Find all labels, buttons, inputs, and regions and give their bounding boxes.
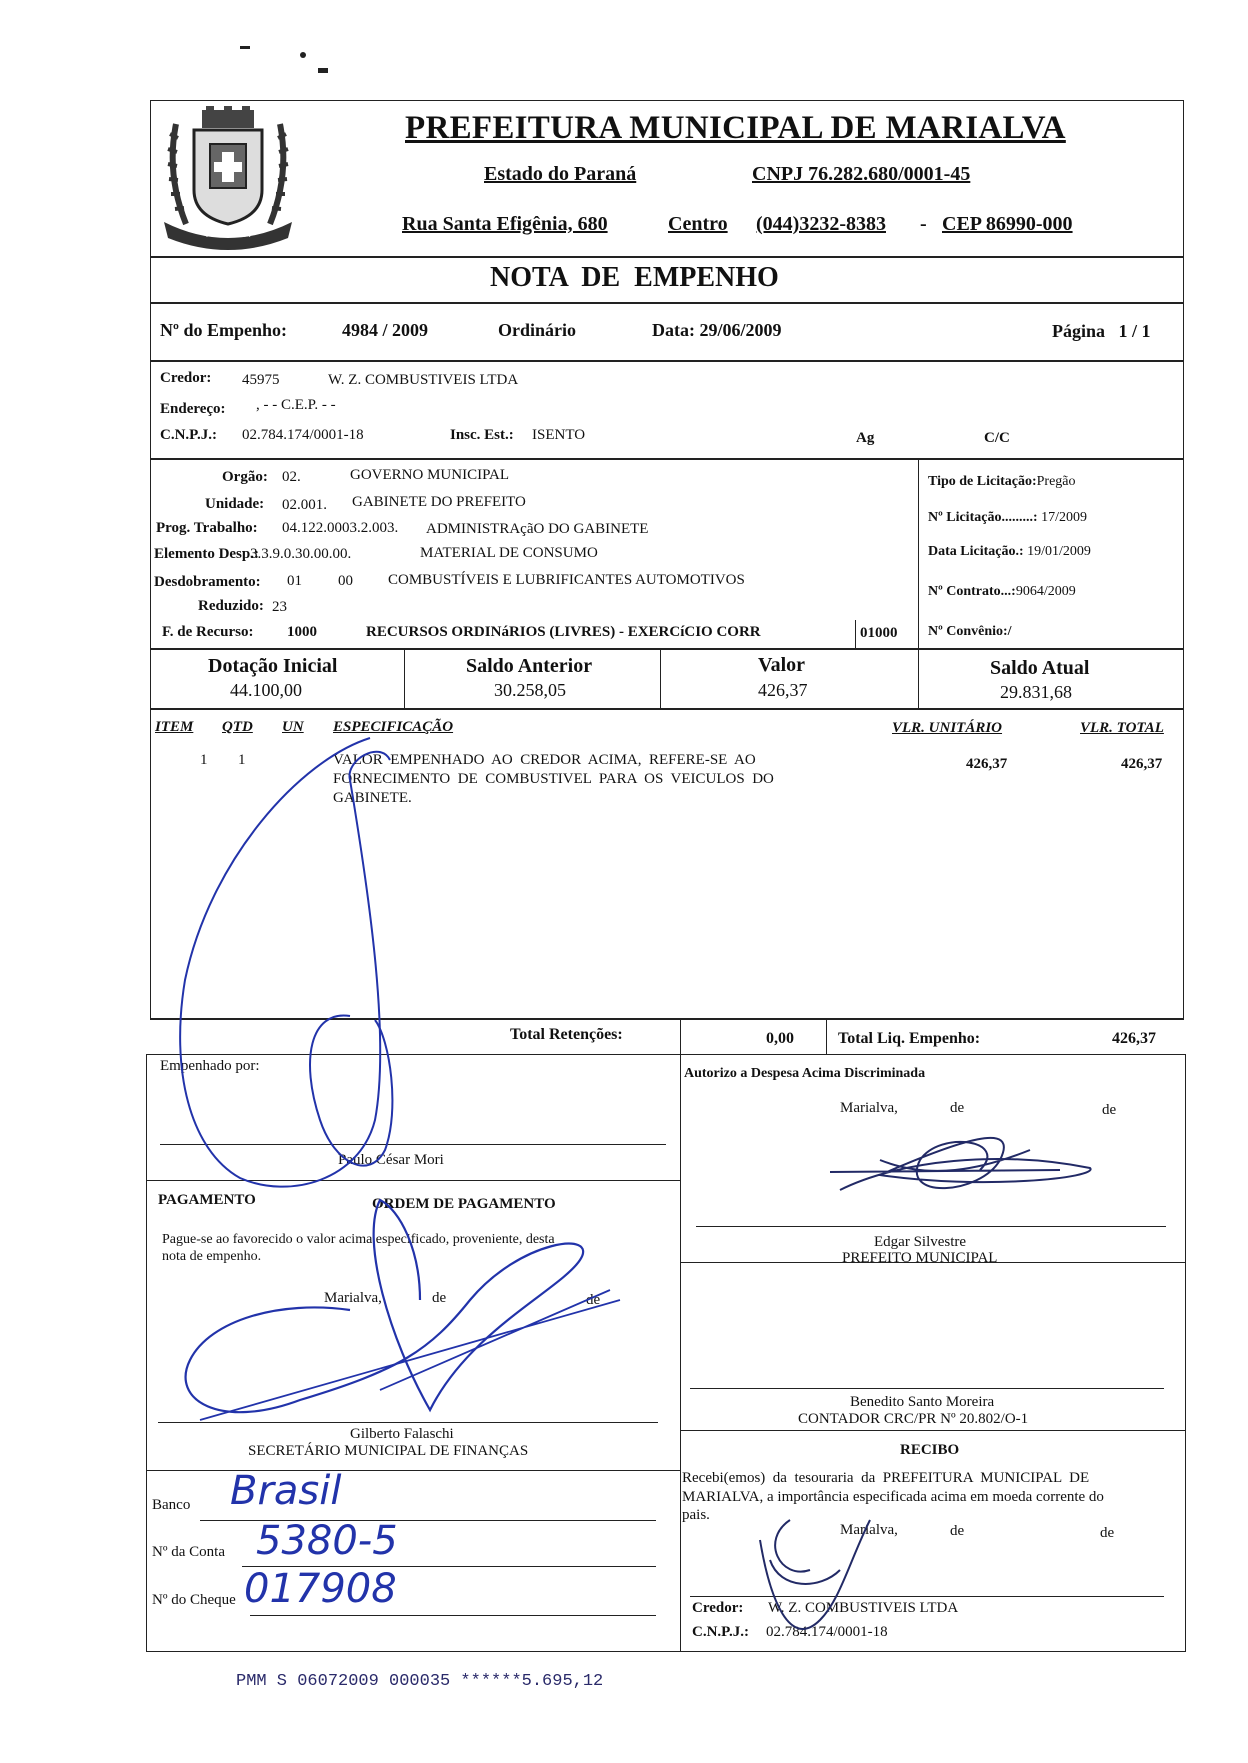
account-label: C/C [984,430,1010,446]
orgao-value: GOVERNO MUNICIPAL [350,467,510,483]
licitacao-number-value: 17/2009 [1041,510,1087,525]
licitacao-tipo-value: Pregão [1036,474,1076,489]
banco-label: Banco [152,1497,191,1513]
elemento-label: Elemento Desp.: [154,546,259,562]
elemento-value: MATERIAL DE CONSUMO [420,545,598,561]
prog-value: ADMINISTRAçãO DO GABINETE [426,521,649,537]
desdobramento-a: 01 [287,573,302,589]
prog-label: Prog. Trabalho: [156,520,258,536]
licitacao-tipo-label: Tipo de Licitação: [928,474,1037,489]
recurso-label: F. de Recurso: [162,624,254,640]
recibo-text1: Recebi(emos) da tesouraria da PREFEITURA MUNICIPAL DE [682,1470,1090,1486]
autorizo-de2: de [1102,1102,1117,1118]
header-state: Estado do Paraná [484,163,637,185]
licitacao-date-label: Data Licitação.: [928,544,1024,559]
valor-label: Valor [758,654,806,676]
header-district: Centro [668,213,728,235]
col-vlr-unitario: VLR. UNITÁRIO [892,720,1003,736]
empenho-number: 4984 / 2009 [342,320,429,340]
header-title: PREFEITURA MUNICIPAL DE MARIALVA [405,110,1066,146]
pagamento-city: Marialva, [324,1290,382,1306]
signature-stroke [186,1200,584,1412]
reduzido-value: 23 [272,599,287,615]
header-phone: (044)3232-8383 [756,213,886,235]
credor-code: 45975 [242,372,280,388]
conta-label: Nº da Conta [152,1544,225,1560]
recibo-text3: pais. [682,1507,710,1523]
credor-label: Credor: [160,370,212,386]
autorizo-de1: de [950,1100,965,1116]
empenho-label: Nº do Empenho: [160,320,287,340]
retencoes-label: Total Retenções: [510,1026,623,1043]
recibo-cnpj-label: C.N.P.J.: [692,1624,749,1640]
pagamento-de2: de [586,1292,601,1308]
saldo-anterior-value: 30.258,05 [494,680,566,700]
item-total-value: 426,37 [1121,756,1163,772]
recurso-number: 01000 [860,625,898,641]
bank-stamp: PMM S 06072009 000035 ******5.695,12 [236,1672,604,1691]
reduzido-label: Reduzido: [198,598,264,614]
saldo-atual-value: 29.831,68 [1000,682,1072,702]
cheque-label: Nº do Cheque [152,1592,236,1608]
empenho-page: Página 1 / 1 [1052,321,1151,341]
doc-title: NOTA DE EMPENHO [490,262,779,293]
address-label: Endereço: [160,401,226,417]
recurso-code: 1000 [287,624,317,640]
autorizo-label: Autorizo a Despesa Acima Discriminada [684,1066,926,1081]
empenho-type: Ordinário [498,320,577,340]
header-dash: - [920,213,927,235]
header-address: Rua Santa Efigênia, 680 [402,213,608,235]
desdobramento-label: Desdobramento: [154,574,261,590]
empenhado-label: Empenhado por: [160,1058,260,1074]
prefeito-role: PREFEITO MUNICIPAL [842,1250,998,1266]
credor-cnpj: 02.784.174/0001-18 [242,427,364,443]
prog-code: 04.122.0003.2.003. [282,520,399,536]
svg-text:MARIALVA: MARIALVA [205,230,251,240]
signature-stroke [180,738,390,1187]
col-especificacao: ESPECIFICAÇÃO [333,719,454,735]
banco-handwritten: Brasil [230,1468,342,1514]
recibo-city: Marialva, [840,1522,898,1538]
signature-stroke [760,1520,870,1629]
pagamento-text1: Pague-se ao favorecido o valor acima especificado, proveniente, desta [162,1232,555,1247]
pagamento-text2: nota de empenho. [162,1249,262,1264]
item-spec-line3: GABINETE. [333,790,412,806]
credor-name: W. Z. COMBUSTIVEIS LTDA [328,372,519,388]
liquido-value: 426,37 [1112,1030,1156,1047]
item-qty: 1 [238,752,246,768]
contador-role: CONTADOR CRC/PR Nº 20.802/O-1 [798,1411,1029,1427]
agency-label: Ag [856,430,875,446]
credor-cnpj-label: C.N.P.J.: [160,427,217,443]
saldo-anterior-label: Saldo Anterior [466,655,593,677]
recibo-label: RECIBO [900,1442,960,1458]
recibo-credor-label: Credor: [692,1600,744,1616]
col-vlr-total: VLR. TOTAL [1080,720,1164,736]
header-cep: CEP 86990-000 [942,213,1073,235]
address-value: , - - C.E.P. - - [256,397,336,413]
pagamento-label: PAGAMENTO [158,1192,256,1208]
liquido-label: Total Liq. Empenho: [838,1030,981,1047]
recibo-de2: de [1100,1525,1115,1541]
dotacao-label: Dotação Inicial [208,655,338,677]
insc-value: ISENTO [532,427,586,443]
header-cnpj: CNPJ 76.282.680/0001-45 [752,163,971,185]
retencoes-value: 0,00 [766,1030,794,1047]
licitacao-date-value: 19/01/2009 [1027,544,1091,559]
signature-stroke [830,1138,1091,1190]
insc-label: Insc. Est.: [450,427,514,443]
unidade-label: Unidade: [205,496,265,512]
desdobramento-value: COMBUSTÍVEIS E LUBRIFICANTES AUTOMOTIVOS [388,572,745,588]
item-number: 1 [200,752,208,768]
orgao-code: 02. [282,469,301,485]
recibo-credor-name: W. Z. COMBUSTIVEIS LTDA [768,1600,959,1616]
valor-value: 426,37 [758,680,808,700]
conta-handwritten: 5380-5 [256,1518,398,1564]
empenhado-name: Paulo César Mori [338,1152,444,1168]
elemento-code: 3.3.9.0.30.00.00. [250,546,352,562]
licitacao-number-label: Nº Licitação.........: [928,510,1038,525]
convenio-label: Nº Convênio:/ [928,624,1012,639]
col-qtd: QTD [222,719,253,735]
contrato-value: 9064/2009 [1015,584,1076,599]
recibo-text2: MARIALVA, a importância especificada acima em moeda corrente do [682,1489,1104,1505]
recibo-de1: de [950,1523,965,1539]
item-spec-line2: FORNECIMENTO DE COMBUSTIVEL PARA OS VEICULOS DO [333,771,774,787]
saldo-atual-label: Saldo Atual [990,657,1090,679]
ordem-label: ORDEM DE PAGAMENTO [372,1196,556,1212]
desdobramento-b: 00 [338,573,353,589]
secretario-role: SECRETÁRIO MUNICIPAL DE FINANÇAS [248,1443,529,1459]
recibo-cnpj-value: 02.784.174/0001-18 [766,1624,888,1640]
item-unit-value: 426,37 [966,756,1008,772]
item-spec-line1: VALOR EMPENHADO AO CREDOR ACIMA, REFERE-SE AO [333,752,756,768]
empenho-date: Data: 29/06/2009 [652,320,782,340]
unidade-code: 02.001. [282,497,327,513]
secretario-name: Gilberto Falaschi [350,1426,454,1442]
col-item: ITEM [155,719,194,735]
contrato-label: Nº Contrato...: [928,584,1016,599]
contador-name: Benedito Santo Moreira [850,1394,995,1410]
col-un: UN [282,719,304,735]
dotacao-value: 44.100,00 [230,680,302,700]
prefeito-name: Edgar Silvestre [874,1234,967,1250]
orgao-label: Orgão: [222,469,268,485]
pagamento-de1: de [432,1290,447,1306]
cheque-handwritten: 017908 [244,1566,397,1612]
unidade-value: GABINETE DO PREFEITO [352,494,526,510]
autorizo-city: Marialva, [840,1100,898,1116]
recurso-value: RECURSOS ORDINáRIOS (LIVRES) - EXERCíCIO CORR [366,624,761,640]
